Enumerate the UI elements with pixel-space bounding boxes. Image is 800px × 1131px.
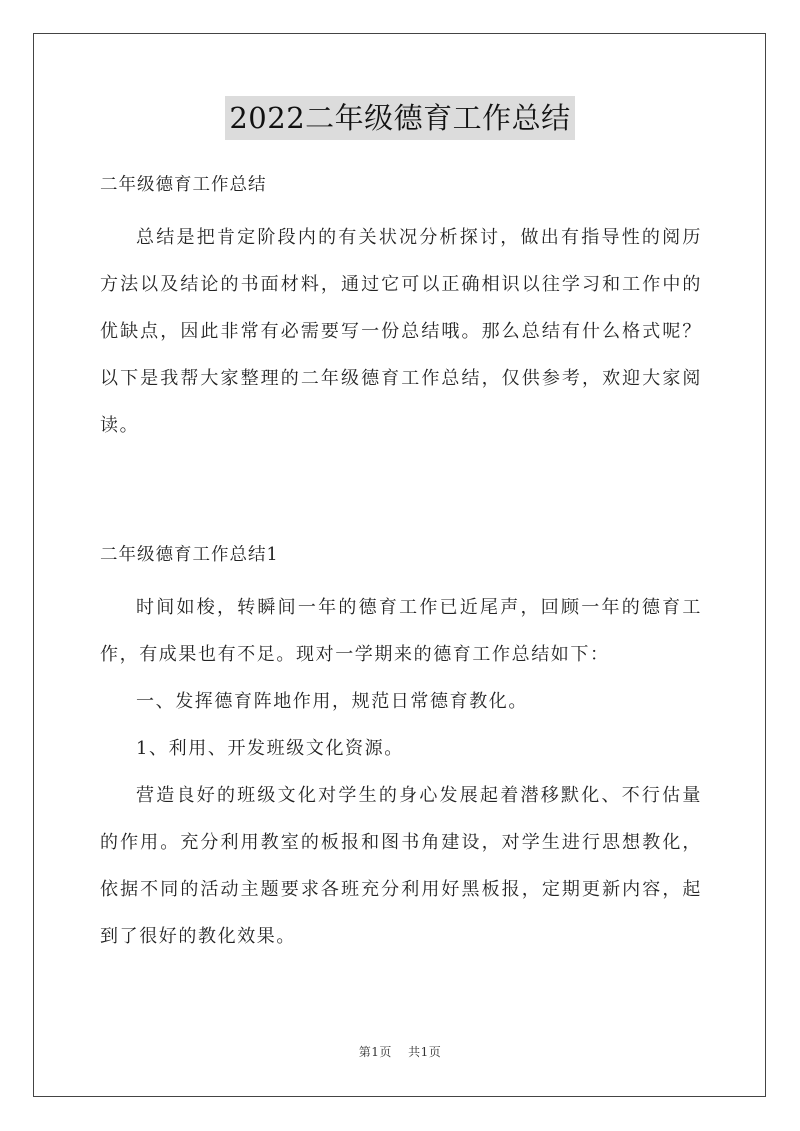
section1 bbox=[100, 542, 702, 568]
section1-paragraph: 营造良好的班级文化对学生的身心发展起着潜移默化、不行估量的作用。充分利用教室的板报和图书角建设，对学生进行思想教化，依据不同的活动主题要求各班充分利用好黑板报，定期更新内容，起到了很好的教化效果。 bbox=[100, 785, 702, 947]
section1-subheading: 一、发挥德育阵地作用，规范日常德育教化。 bbox=[136, 691, 528, 712]
section1-item: 1、利用、开发班级文化资源。 bbox=[136, 738, 404, 759]
section1-paragraph: 时间如梭，转瞬间一年的德育工作已近尾声，回顾一年的德育工作，有成果也有不足。现对一学期来的德育工作总结如下： bbox=[100, 597, 702, 665]
page-number-total: 共1页 bbox=[408, 1045, 442, 1059]
document-title: 2022二年级德育工作总结 bbox=[225, 96, 574, 140]
section1-heading: 二年级德育工作总结1 bbox=[100, 545, 279, 565]
intro-body bbox=[100, 214, 702, 449]
intro-paragraph: 总结是把肯定阶段内的有关状况分析探讨，做出有指导性的阅历方法以及结论的书面材料，通过它可以正确相识以往学习和工作中的优缺点，因此非常有必需要写一份总结哦。那么总结有什么格式呢？以下是我帮大家整理的二年级德育工作总结，仅供参考，欢迎大家阅读。 bbox=[100, 227, 702, 436]
page-number-current: 第1页 bbox=[358, 1045, 392, 1059]
intro-heading: 二年级德育工作总结 bbox=[100, 175, 267, 195]
intro-section bbox=[100, 172, 702, 198]
page-footer bbox=[0, 1043, 800, 1060]
section1-body bbox=[100, 584, 702, 960]
title-container bbox=[0, 96, 800, 140]
